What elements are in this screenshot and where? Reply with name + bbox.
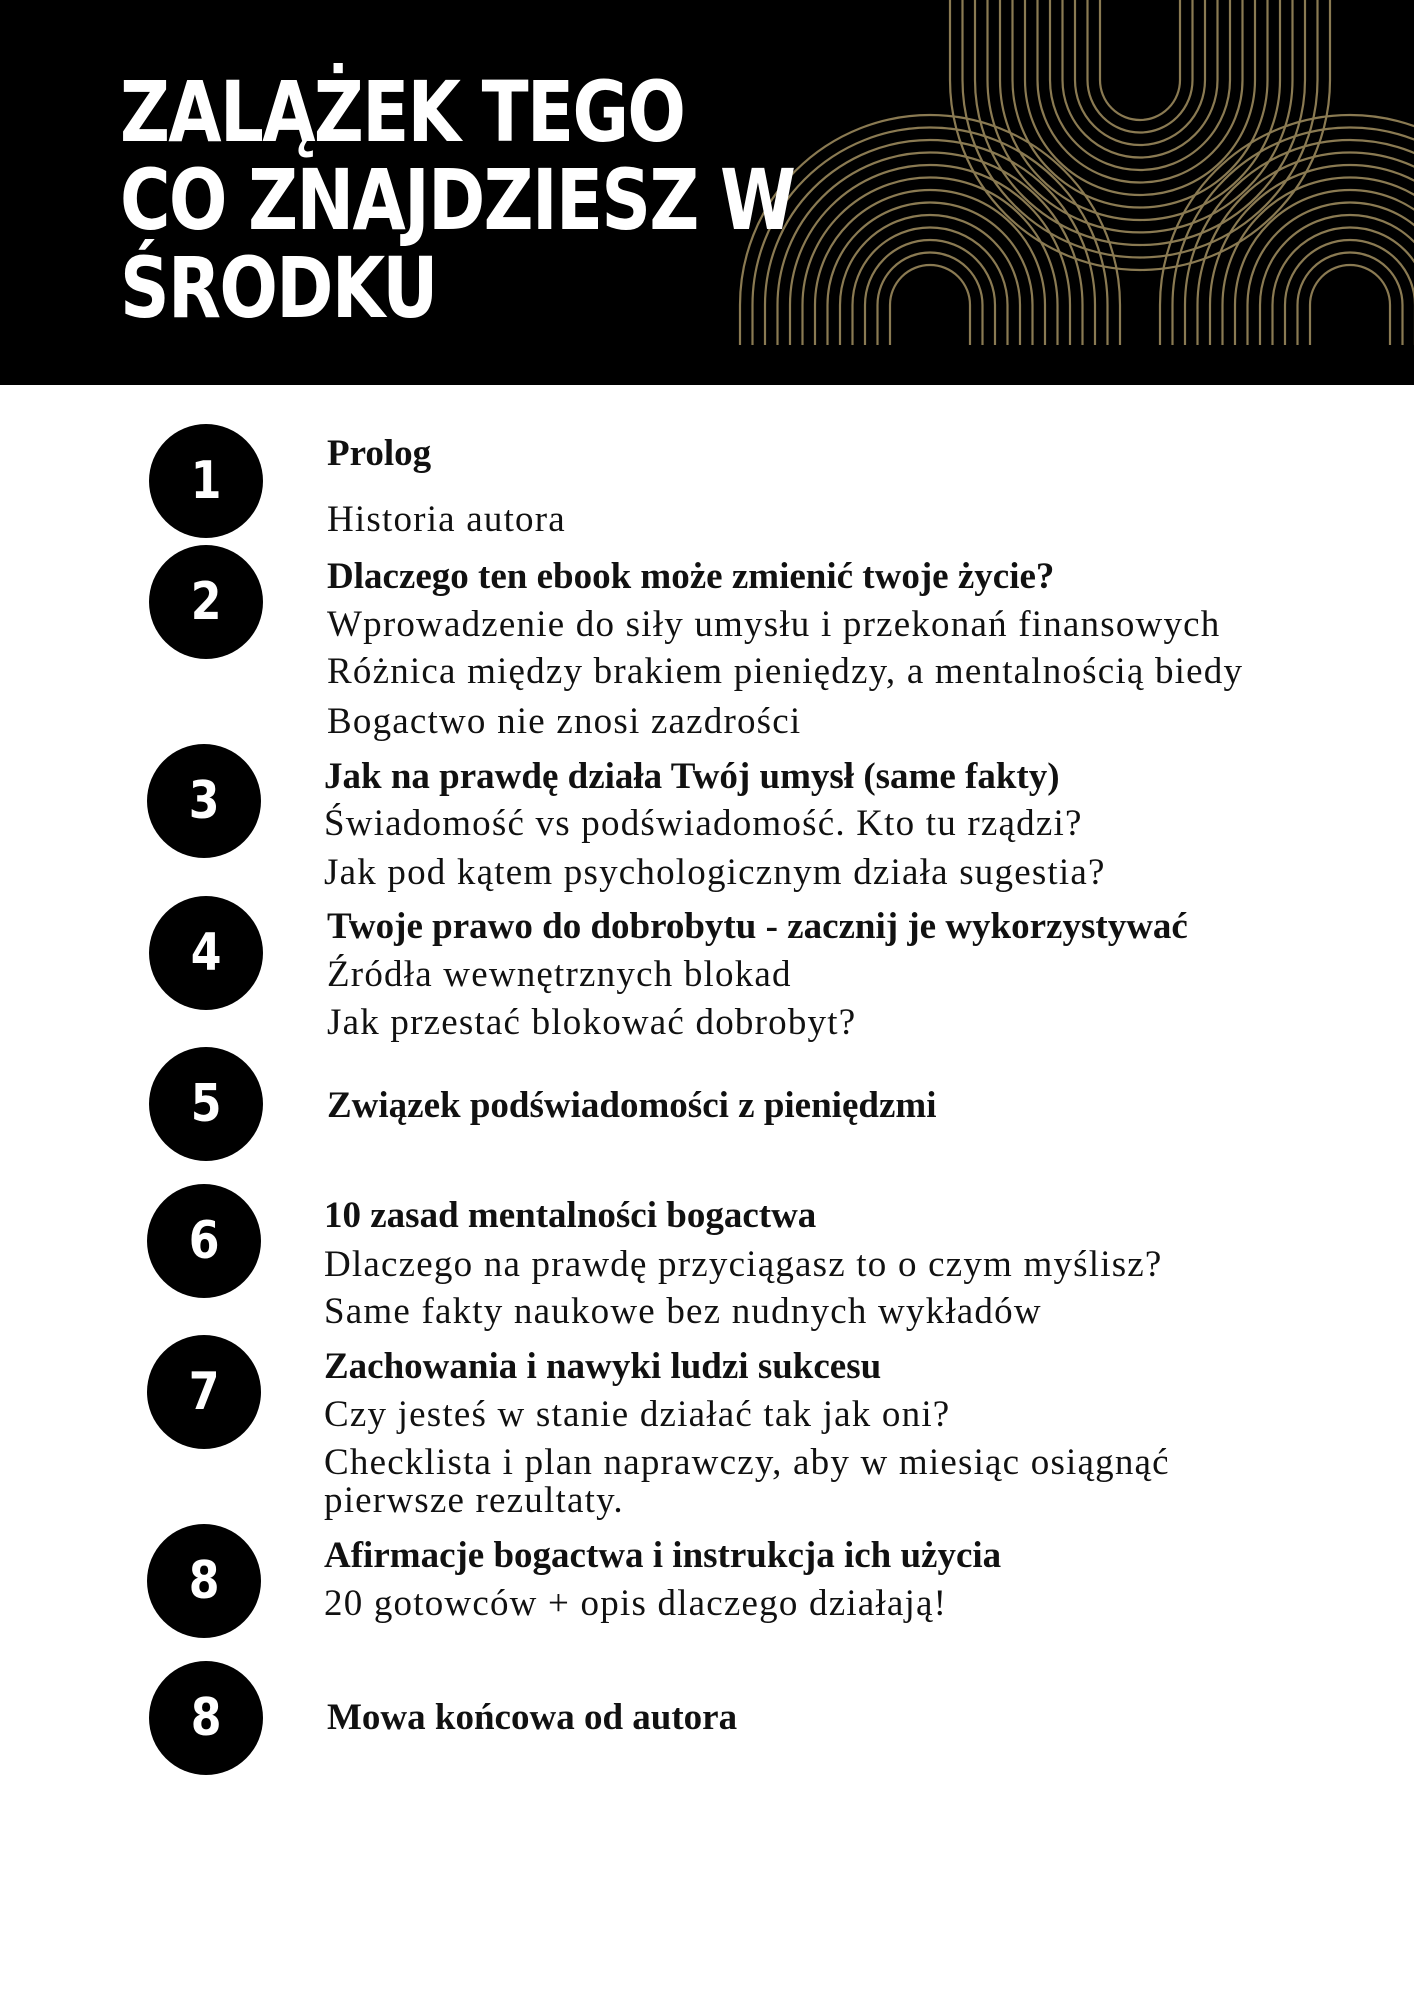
decorative-arc — [853, 227, 1008, 345]
item-7-sub-1: Czy jesteś w stanie działać tak jak oni? — [324, 1394, 951, 1435]
decorative-arc — [950, 0, 1330, 270]
item-4-sub-2: Jak przestać blokować dobrobyt? — [327, 1002, 857, 1043]
item-6-heading: 10 zasad mentalności bogactwa — [324, 1195, 817, 1236]
item-4-sub-1: Źródła wewnętrznych blokad — [327, 954, 792, 995]
item-7-sub-3: pierwsze rezultaty. — [324, 1480, 624, 1521]
item-2-sub-2: Różnica między brakiem pieniędzy, a mentalnością biedy — [327, 651, 1244, 692]
item-2-sub-1: Wprowadzenie do siły umysłu i przekonań finansowych — [327, 604, 1221, 645]
item-7-sub-2: Checklista i plan naprawczy, aby w miesiąc osiągnąć — [324, 1442, 1170, 1483]
item-8-sub-1: 20 gotowców + opis dlaczego działają! — [324, 1583, 948, 1624]
item-5-heading: Związek podświadomości z pieniędzmi — [327, 1085, 937, 1126]
number-badge-1: 1 — [149, 424, 263, 538]
item-9-heading: Mowa końcowa od autora — [327, 1697, 738, 1738]
number-badge-6: 6 — [147, 1184, 261, 1298]
decorative-arc — [815, 190, 1045, 345]
decorative-arc — [865, 240, 995, 345]
header-banner — [0, 0, 1414, 385]
decorative-arc — [1038, 0, 1243, 183]
decorative-arc — [890, 265, 970, 345]
item-4-heading: Twoje prawo do dobrobytu - zacznij je wykorzystywać — [327, 906, 1188, 947]
item-1-sub-1: Historia autora — [327, 499, 566, 540]
item-3-sub-2: Jak pod kątem psychologicznym działa sugestia? — [324, 852, 1106, 893]
number-badge-8: 8 — [147, 1524, 261, 1638]
title-line-3: ŚRODKU — [120, 239, 437, 337]
item-6-sub-2: Same fakty naukowe bez nudnych wykładów — [324, 1291, 1042, 1332]
item-8-heading: Afirmacje bogactwa i instrukcja ich użycia — [324, 1535, 1002, 1576]
title-line-2: CO ZNAJDZIESZ W — [120, 151, 795, 249]
number-badge-9: 8 — [149, 1661, 263, 1775]
decorative-arc — [1088, 0, 1193, 133]
decorative-arc — [1075, 0, 1205, 145]
number-badge-4: 4 — [149, 896, 263, 1010]
item-3-heading: Jak na prawdę działa Twój umysł (same fakty) — [324, 756, 1060, 797]
decorative-arc — [1210, 165, 1414, 345]
decorative-arc — [1298, 253, 1403, 345]
decorative-arc — [988, 0, 1293, 232]
item-2-heading: Dlaczego ten ebook może zmienić twoje życie? — [327, 556, 1055, 597]
number-badge-7: 7 — [147, 1335, 261, 1449]
decorative-arc — [1310, 265, 1390, 345]
decorative-arc — [1100, 0, 1180, 120]
item-3-sub-1: Świadomość vs podświadomość. Kto tu rządzi? — [324, 803, 1083, 844]
number-badge-3: 3 — [147, 744, 261, 858]
decorative-arc — [1285, 240, 1414, 345]
number-badge-2: 2 — [149, 545, 263, 659]
item-6-sub-1: Dlaczego na prawdę przyciągasz to o czym myślisz? — [324, 1244, 1163, 1285]
decorative-arc — [790, 165, 1070, 345]
decorative-arc — [840, 215, 1020, 345]
decorative-arc — [963, 0, 1318, 258]
item-2-sub-3: Bogactwo nie znosi zazdrości — [327, 701, 802, 742]
number-badge-5: 5 — [149, 1047, 263, 1161]
page-title — [120, 63, 795, 337]
decorative-arc — [778, 153, 1083, 346]
item-7-heading: Zachowania i nawyki ludzi sukcesu — [324, 1346, 882, 1387]
decorative-arc — [1063, 0, 1218, 158]
decorative-arc — [878, 253, 983, 345]
title-line-1: ZALĄŻEK TEGO — [120, 63, 685, 161]
decorative-arc — [1185, 140, 1414, 345]
item-1-heading: Prolog — [327, 433, 432, 474]
decorative-arc — [1273, 227, 1414, 345]
